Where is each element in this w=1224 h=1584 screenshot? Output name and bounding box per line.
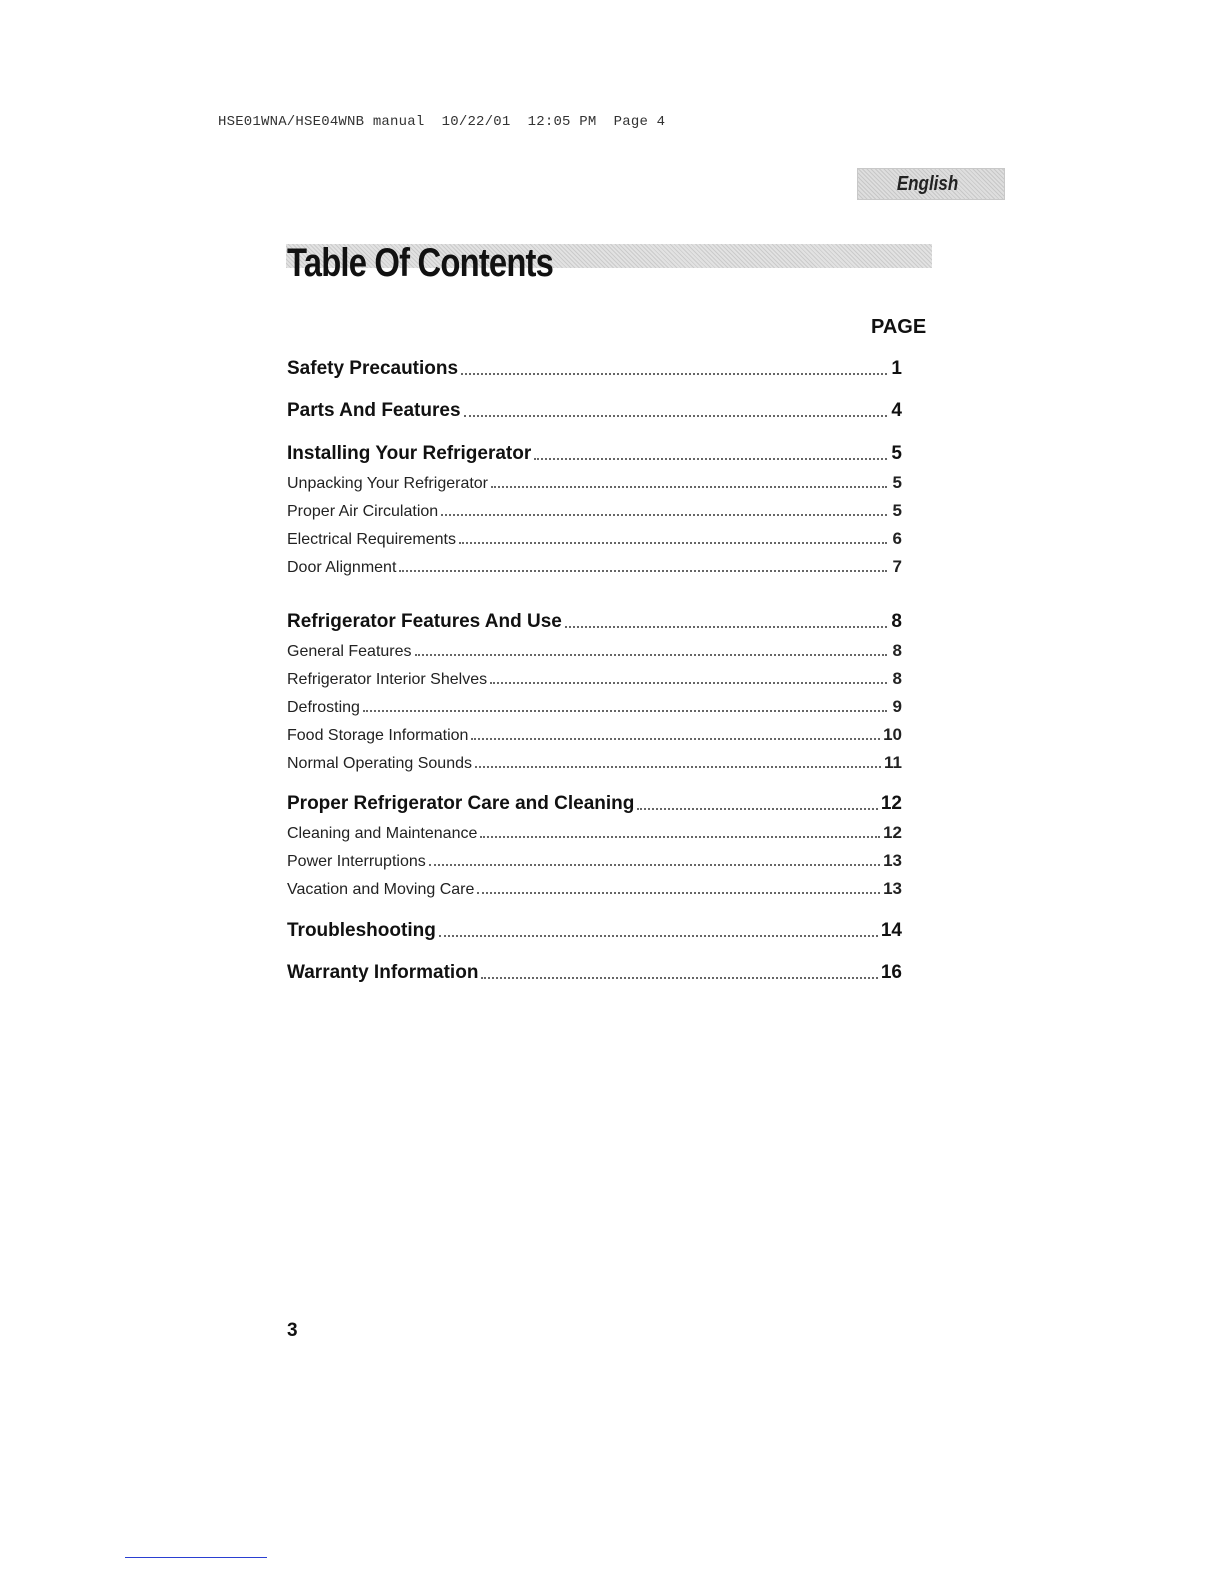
dot-leader (565, 626, 887, 628)
toc-entry[interactable] (287, 697, 902, 717)
dot-leader (481, 977, 877, 979)
toc-entry[interactable] (287, 753, 902, 773)
footer-rule (125, 1557, 267, 1558)
toc-entry-page: 8 (891, 611, 902, 632)
toc-entry-page: 12 (883, 823, 902, 842)
language-tab-label: English (896, 173, 958, 195)
dot-leader (475, 766, 881, 768)
toc-entry[interactable] (287, 962, 902, 984)
toc-entry[interactable] (287, 823, 902, 843)
toc-entry[interactable] (287, 793, 902, 815)
toc-entry[interactable] (287, 641, 902, 661)
toc-entry-page: 13 (883, 851, 902, 870)
toc-entry-label: Cleaning and Maintenance (287, 825, 478, 842)
toc-entry-page: 9 (892, 697, 902, 716)
toc-entry-label: Troubleshooting (287, 920, 436, 941)
toc-entry-page: 8 (892, 641, 902, 660)
language-tab (857, 168, 1005, 200)
toc-entry[interactable] (287, 879, 902, 899)
toc-entry-label: Parts And Features (287, 400, 461, 421)
toc-entry-label: Power Interruptions (287, 853, 426, 870)
toc-entry-label: Defrosting (287, 699, 360, 716)
toc-entry-label: Installing Your Refrigerator (287, 443, 532, 464)
toc-entry-page: 5 (891, 443, 902, 464)
toc-entry-page: 13 (883, 879, 902, 898)
toc-entry-page: 7 (892, 557, 902, 576)
dot-leader (471, 738, 880, 740)
dot-leader (459, 542, 887, 544)
toc-entry-label: Door Alignment (287, 559, 397, 576)
toc-entry-page: 10 (883, 725, 902, 744)
toc-entry-page: 1 (891, 358, 902, 379)
dot-leader (534, 458, 887, 460)
toc-entry[interactable] (287, 725, 902, 745)
toc-entry[interactable] (287, 400, 902, 422)
toc-entry-label: Refrigerator Features And Use (287, 611, 562, 632)
dot-leader (480, 836, 880, 838)
dot-leader (464, 415, 887, 417)
toc-entry-page: 8 (892, 669, 902, 688)
dot-leader (429, 864, 880, 866)
dot-leader (637, 808, 877, 810)
toc-entry[interactable] (287, 501, 902, 521)
toc-entry-page: 4 (891, 400, 902, 421)
toc-entry[interactable] (287, 557, 902, 577)
dot-leader (477, 892, 880, 894)
toc-entry-page: 5 (892, 501, 902, 520)
toc-entry-page: 12 (880, 793, 902, 814)
dot-leader (399, 570, 887, 572)
dot-leader (439, 935, 878, 937)
toc-entry-label: General Features (287, 643, 412, 660)
file-header-line: HSE01WNA/HSE04WNB manual 10/22/01 12:05 PM Page 4 (218, 114, 666, 130)
toc-entry[interactable] (287, 443, 902, 465)
toc-entry-label: Vacation and Moving Care (287, 881, 475, 898)
page-title: Table Of Contents (287, 241, 554, 285)
toc-entry-label: Safety Precautions (287, 358, 459, 379)
toc-entry-label: Warranty Information (287, 962, 479, 983)
toc-entry[interactable] (287, 611, 902, 633)
toc-entry-label: Proper Air Circulation (287, 503, 439, 520)
toc-entry-page: 11 (884, 753, 902, 772)
toc-entry[interactable] (287, 669, 902, 689)
toc-entry-label: Refrigerator Interior Shelves (287, 671, 488, 688)
dot-leader (363, 710, 887, 712)
toc-entry[interactable] (287, 529, 902, 549)
page-column-header: PAGE (871, 316, 927, 338)
toc-entry-page: 5 (892, 473, 902, 492)
toc-entry[interactable] (287, 920, 902, 942)
toc-entry[interactable] (287, 473, 902, 493)
toc-entry-label: Normal Operating Sounds (287, 755, 472, 772)
toc-entry-label: Electrical Requirements (287, 531, 456, 548)
toc-entry[interactable] (287, 851, 902, 871)
page-number: 3 (287, 1320, 298, 1341)
toc-entry-label: Proper Refrigerator Care and Cleaning (287, 793, 635, 814)
toc-entry-label: Food Storage Information (287, 727, 469, 744)
toc-entry-page: 14 (880, 920, 902, 941)
toc-entry-page: 16 (880, 962, 902, 983)
dot-leader (441, 514, 887, 516)
toc-entry[interactable] (287, 358, 902, 380)
dot-leader (490, 682, 887, 684)
toc-entry-page: 6 (892, 529, 902, 548)
dot-leader (461, 373, 887, 375)
toc-entry-label: Unpacking Your Refrigerator (287, 475, 489, 492)
dot-leader (415, 654, 887, 656)
dot-leader (491, 486, 887, 488)
